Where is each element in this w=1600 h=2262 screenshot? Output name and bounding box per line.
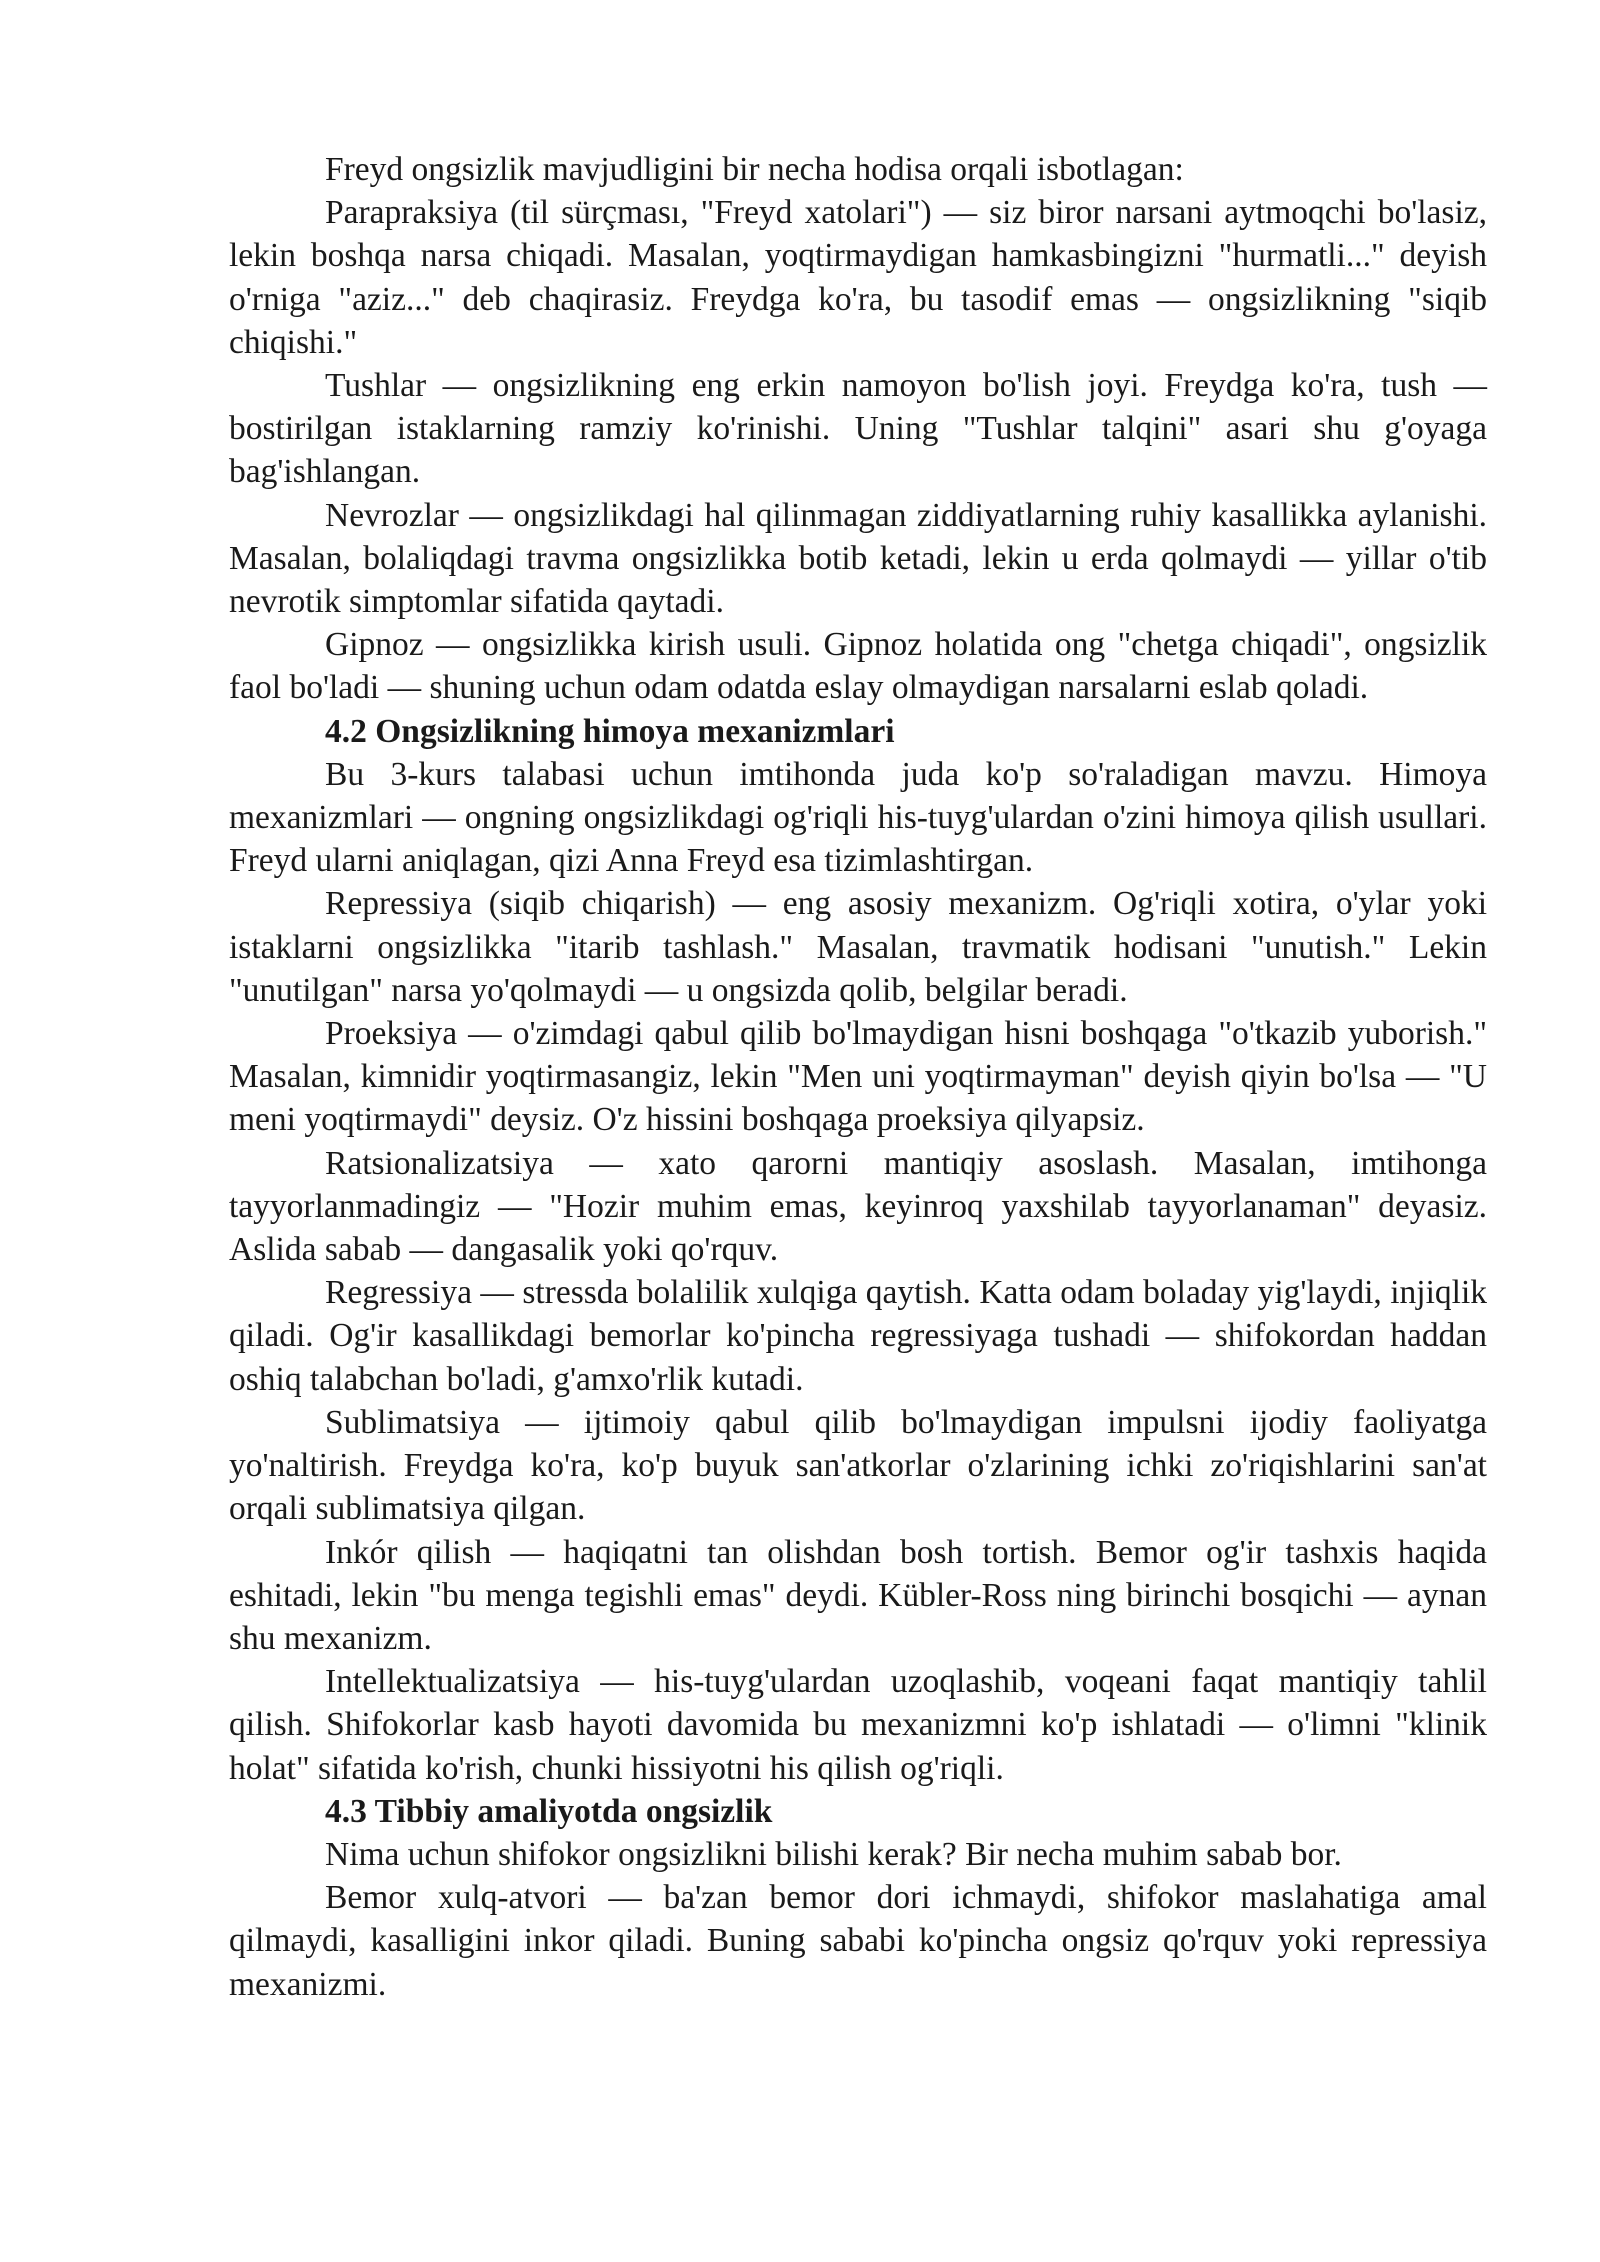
paragraph: Tushlar — ongsizlikning eng erkin namoyon bo'lish joyi. Freydga ko'ra, tush — bostirilgan istaklarning ramziy ko'rinishi. Uning "Tushlar talqini" asari shu g'oyaga bag'ishlangan. (229, 367, 1487, 491)
section-heading: 4.3 Tibbiy amaliyotda ongsizlik (325, 1792, 773, 1830)
document-page (229, 148, 1487, 2006)
paragraph: Repressiya (siqib chiqarish) — eng asosiy mexanizm. Og'riqli xotira, o'ylar yoki istaklarni ongsizlikka "itarib tashlash." Masalan, travmatik hodisani "unutish." Lekin "unutilgan" narsa yo'qolmaydi — u ongsizda qolib, belgilar beradi. (229, 885, 1487, 1009)
paragraph: Regressiya — stressda bolalilik xulqiga qaytish. Katta odam boladay yig'laydi, injiqlik qiladi. Og'ir kasallikdagi bemorlar ko'pincha regressiyaga tushadi — shifokordan haddan oshiq talabchan bo'ladi, g'amxo'rlik kutadi. (229, 1274, 1487, 1398)
paragraph: Gipnoz — ongsizlikka kirish usuli. Gipnoz holatida ong "chetga chiqadi", ongsizlik faol bo'ladi — shuning uchun odam odatda eslay olmaydigan narsalarni eslab qoladi. (229, 626, 1487, 707)
paragraph: Bu 3-kurs talabasi uchun imtihonda juda ko'p so'raladigan mavzu. Himoya mexanizmlari — ongning ongsizlikdagi og'riqli his-tuyg'ulardan o'zini himoya qilish usullari. Freyd ularni aniqlagan, qizi Anna Freyd esa tizimlashtirgan. (229, 755, 1487, 880)
paragraph: Freyd ongsizlik mavjudligini bir necha hodisa orqali isbotlagan: (325, 151, 1184, 188)
paragraph: Inkór qilish — haqiqatni tan olishdan bosh tortish. Bemor og'ir tashxis haqida eshitadi, lekin "bu menga tegishli emas" deydi. Kübler-Ross ning birinchi bosqichi — aynan shu mexanizm. (229, 1533, 1487, 1657)
section-heading: 4.2 Ongsizlikning himoya mexanizmlari (325, 712, 895, 750)
paragraph: Nevrozlar — ongsizlikdagi hal qilinmagan ziddiyatlarning ruhiy kasallikka aylanishi. Masalan, bolaliqdagi travma ongsizlikka botib ketadi, lekin u erda qolmaydi — yillar o'tib nevrotik simptomlar sifatida qaytadi. (229, 496, 1487, 621)
paragraph: Nima uchun shifokor ongsizlikni bilishi kerak? Bir necha muhim sabab bor. (325, 1835, 1342, 1873)
paragraph: Sublimatsiya — ijtimoiy qabul qilib bo'lmaydigan impulsni ijodiy faoliyatga yo'naltirish. Freydga ko'ra, ko'p buyuk san'atkorlar o'zlarining ichki zo'riqishlarini san'at orqali sublimatsiya qilgan. (229, 1403, 1487, 1528)
paragraph: Bemor xulq-atvori — ba'zan bemor dori ichmaydi, shifokor maslahatiga amal qilmaydi, kasalligini inkor qiladi. Buning sababi ko'pincha ongsiz qo'rquv yoki repressiya mexanizmi. (229, 1879, 1487, 2003)
paragraph: Proeksiya — o'zimdagi qabul qilib bo'lmaydigan hisni boshqaga "o'tkazib yuborish." Masalan, kimnidir yoqtirmasangiz, lekin "Men uni yoqtirmayman" deyish qiyin bo'lsa — "U meni yoqtirmaydi" deysiz. O'z hissini boshqaga proeksiya qilyapsiz. (229, 1015, 1487, 1139)
paragraph: Intellektualizatsiya — his-tuyg'ulardan uzoqlashib, voqeani faqat mantiqiy tahlil qilish. Shifokorlar kasb hayoti davomida bu mexanizmni ko'p ishlatadi — o'limni "klinik holat" sifatida ko'rish, chunki hissiyotni his qilish og'riqli. (229, 1663, 1487, 1787)
paragraph: Parapraksiya (til sürçması, "Freyd xatolari") — siz biror narsani aytmoqchi bo'lasiz, lekin boshqa narsa chiqadi. Masalan, yoqtirmaydigan hamkasbingizni "hurmatli..." deyish o'rniga "aziz..." deb chaqirasiz. Freydga ko'ra, bu tasodif emas — ongsizlikning "siqib chiqishi." (229, 194, 1487, 361)
paragraph: Ratsionalizatsiya — xato qarorni mantiqiy asoslash. Masalan, imtihonga tayyorlanmadingiz — "Hozir muhim emas, keyinroq yaxshilab tayyorlanaman" deyasiz. Aslida sabab — dangasalik yoki qo'rquv. (229, 1144, 1487, 1269)
